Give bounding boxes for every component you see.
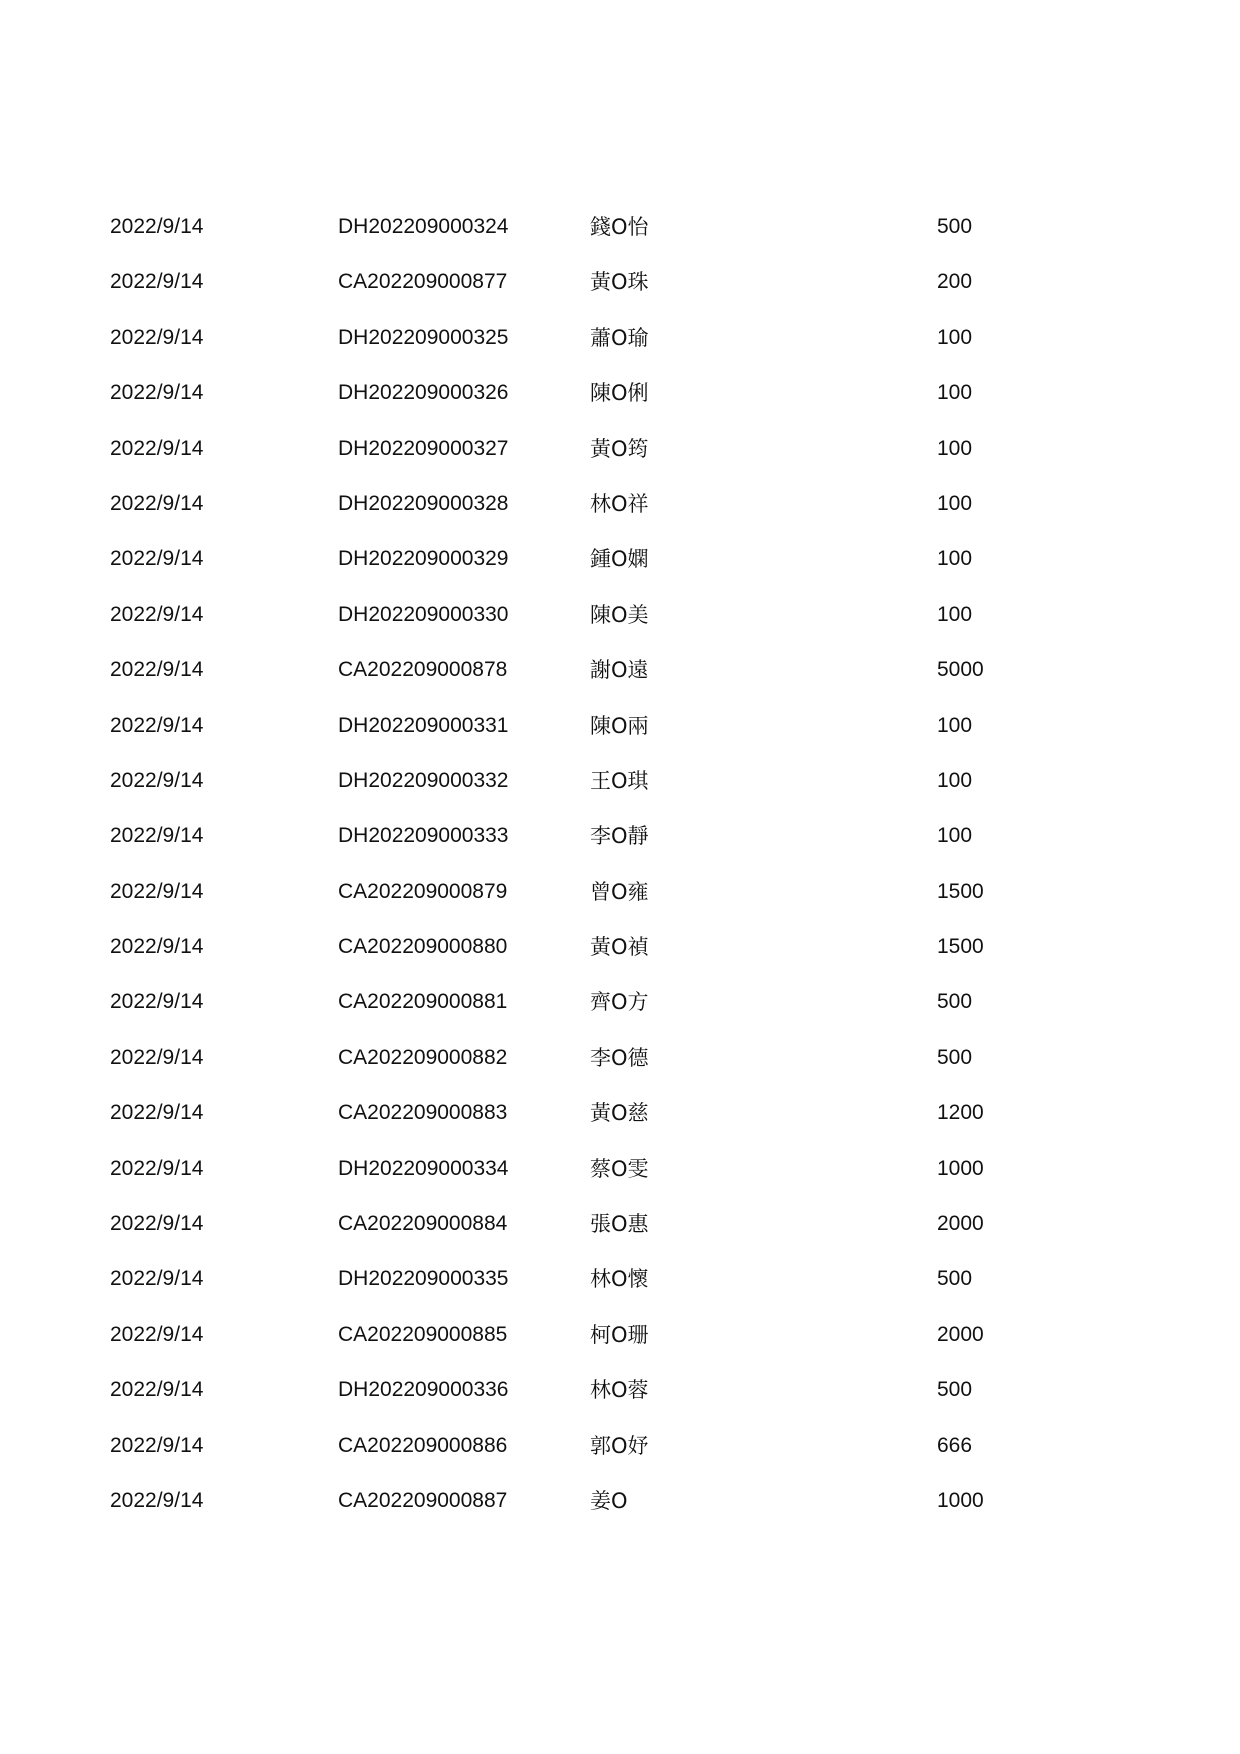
date-cell: 2022/9/14	[110, 547, 204, 571]
donor-name-cell: 王O琪	[590, 768, 649, 793]
receipt-id-cell: DH202209000334	[338, 1156, 509, 1180]
donor-name-cell: 黃O禎	[590, 935, 649, 960]
ledger-row	[0, 989, 1240, 1044]
amount-cell: 100	[937, 381, 973, 405]
date-cell: 2022/9/14	[110, 1433, 204, 1457]
ledger-row	[0, 1156, 1240, 1211]
amount-cell: 1000	[937, 1488, 984, 1512]
date-cell: 2022/9/14	[110, 1045, 204, 1069]
amount-cell: 1500	[937, 935, 984, 959]
ledger-row	[0, 1211, 1240, 1266]
receipt-id-cell: CA202209000885	[338, 1322, 508, 1346]
ledger-row	[0, 768, 1240, 823]
date-cell: 2022/9/14	[110, 1156, 204, 1180]
receipt-id-cell: DH202209000332	[338, 768, 509, 792]
amount-cell: 100	[937, 491, 973, 515]
amount-cell: 500	[937, 1045, 973, 1069]
ledger-row	[0, 214, 1240, 269]
receipt-id-cell: DH202209000325	[338, 325, 509, 349]
receipt-id-cell: DH202209000327	[338, 436, 509, 460]
date-cell: 2022/9/14	[110, 381, 204, 405]
receipt-id-cell: DH202209000326	[338, 381, 509, 405]
date-cell: 2022/9/14	[110, 1322, 204, 1346]
amount-cell: 100	[937, 325, 973, 349]
receipt-id-cell: CA202209000881	[338, 990, 508, 1014]
receipt-id-cell: DH202209000331	[338, 713, 509, 737]
ledger-row	[0, 602, 1240, 657]
ledger-row	[0, 1266, 1240, 1321]
ledger-row	[0, 491, 1240, 546]
ledger-row	[0, 657, 1240, 712]
ledger-row	[0, 546, 1240, 601]
receipt-id-cell: CA202209000883	[338, 1101, 508, 1125]
ledger-row	[0, 1433, 1240, 1488]
amount-cell: 2000	[937, 1212, 984, 1236]
amount-cell: 1200	[937, 1101, 984, 1125]
amount-cell: 500	[937, 1378, 973, 1402]
amount-cell: 100	[937, 824, 973, 848]
date-cell: 2022/9/14	[110, 1488, 204, 1512]
amount-cell: 100	[937, 713, 973, 737]
ledger-row	[0, 879, 1240, 934]
receipt-id-cell: DH202209000335	[338, 1267, 509, 1291]
amount-cell: 1000	[937, 1156, 984, 1180]
ledger-row	[0, 436, 1240, 491]
date-cell: 2022/9/14	[110, 1267, 204, 1291]
donor-name-cell: 蔡O雯	[590, 1156, 649, 1181]
receipt-id-cell: CA202209000878	[338, 658, 508, 682]
date-cell: 2022/9/14	[110, 491, 204, 515]
amount-cell: 100	[937, 768, 973, 792]
date-cell: 2022/9/14	[110, 602, 204, 626]
receipt-id-cell: DH202209000333	[338, 824, 509, 848]
amount-cell: 1500	[937, 879, 984, 903]
date-cell: 2022/9/14	[110, 824, 204, 848]
ledger-row	[0, 325, 1240, 380]
ledger-row	[0, 1322, 1240, 1377]
donor-name-cell: 黃O筠	[590, 436, 649, 461]
donor-name-cell: 蕭O瑜	[590, 325, 649, 350]
donor-name-cell: 柯O珊	[590, 1322, 649, 1347]
amount-cell: 500	[937, 215, 973, 238]
ledger-row	[0, 1045, 1240, 1100]
date-cell: 2022/9/14	[110, 270, 204, 294]
amount-cell: 666	[937, 1433, 973, 1457]
amount-cell: 200	[937, 270, 973, 294]
donor-name-cell: 曾O雍	[590, 879, 649, 904]
donor-name-cell: 鍾O嫻	[590, 547, 649, 572]
amount-cell: 100	[937, 547, 973, 571]
date-cell: 2022/9/14	[110, 436, 204, 460]
donor-name-cell: 陳O俐	[590, 381, 649, 406]
date-cell: 2022/9/14	[110, 713, 204, 737]
donor-name-cell: 林O祥	[590, 491, 649, 516]
date-cell: 2022/9/14	[110, 325, 204, 349]
receipt-id-cell: CA202209000886	[338, 1433, 508, 1457]
date-cell: 2022/9/14	[110, 1378, 204, 1402]
receipt-id-cell: CA202209000880	[338, 935, 508, 959]
donor-name-cell: 陳O兩	[590, 713, 649, 738]
donor-name-cell: 李O靜	[590, 824, 649, 849]
receipt-id-cell: DH202209000330	[338, 602, 509, 626]
date-cell: 2022/9/14	[110, 990, 204, 1014]
date-cell: 2022/9/14	[110, 215, 204, 238]
donation-ledger	[0, 214, 1240, 1543]
amount-cell: 500	[937, 1267, 973, 1291]
donor-name-cell: 李O德	[590, 1045, 649, 1070]
amount-cell: 100	[937, 602, 973, 626]
receipt-id-cell: DH202209000328	[338, 491, 509, 515]
receipt-id-cell: CA202209000884	[338, 1212, 508, 1236]
receipt-id-cell: CA202209000877	[338, 270, 508, 294]
ledger-row	[0, 380, 1240, 435]
date-cell: 2022/9/14	[110, 879, 204, 903]
receipt-id-cell: DH202209000324	[338, 215, 509, 238]
date-cell: 2022/9/14	[110, 1101, 204, 1125]
donor-name-cell: 陳O美	[590, 602, 649, 627]
donor-name-cell: 姜O	[590, 1488, 628, 1513]
amount-cell: 100	[937, 436, 973, 460]
date-cell: 2022/9/14	[110, 935, 204, 959]
receipt-id-cell: DH202209000336	[338, 1378, 509, 1402]
amount-cell: 2000	[937, 1322, 984, 1346]
ledger-row	[0, 1488, 1240, 1543]
ledger-row	[0, 934, 1240, 989]
ledger-row	[0, 823, 1240, 878]
donor-name-cell: 林O懷	[590, 1267, 649, 1292]
receipt-id-cell: CA202209000879	[338, 879, 508, 903]
donor-name-cell: 張O惠	[590, 1212, 649, 1237]
receipt-id-cell: CA202209000887	[338, 1488, 508, 1512]
date-cell: 2022/9/14	[110, 658, 204, 682]
date-cell: 2022/9/14	[110, 768, 204, 792]
donor-name-cell: 林O蓉	[590, 1378, 649, 1403]
receipt-id-cell: CA202209000882	[338, 1045, 508, 1069]
ledger-row	[0, 1377, 1240, 1432]
donor-name-cell: 錢O怡	[590, 215, 649, 239]
ledger-row	[0, 713, 1240, 768]
donor-name-cell: 謝O遠	[590, 658, 649, 683]
date-cell: 2022/9/14	[110, 1212, 204, 1236]
ledger-row	[0, 1100, 1240, 1155]
donor-name-cell: 郭O妤	[590, 1433, 649, 1458]
donor-name-cell: 齊O方	[590, 990, 649, 1015]
amount-cell: 500	[937, 990, 973, 1014]
ledger-row	[0, 269, 1240, 324]
donor-name-cell: 黃O珠	[590, 270, 649, 295]
donor-name-cell: 黃O慈	[590, 1101, 649, 1126]
receipt-id-cell: DH202209000329	[338, 547, 509, 571]
amount-cell: 5000	[937, 658, 984, 682]
